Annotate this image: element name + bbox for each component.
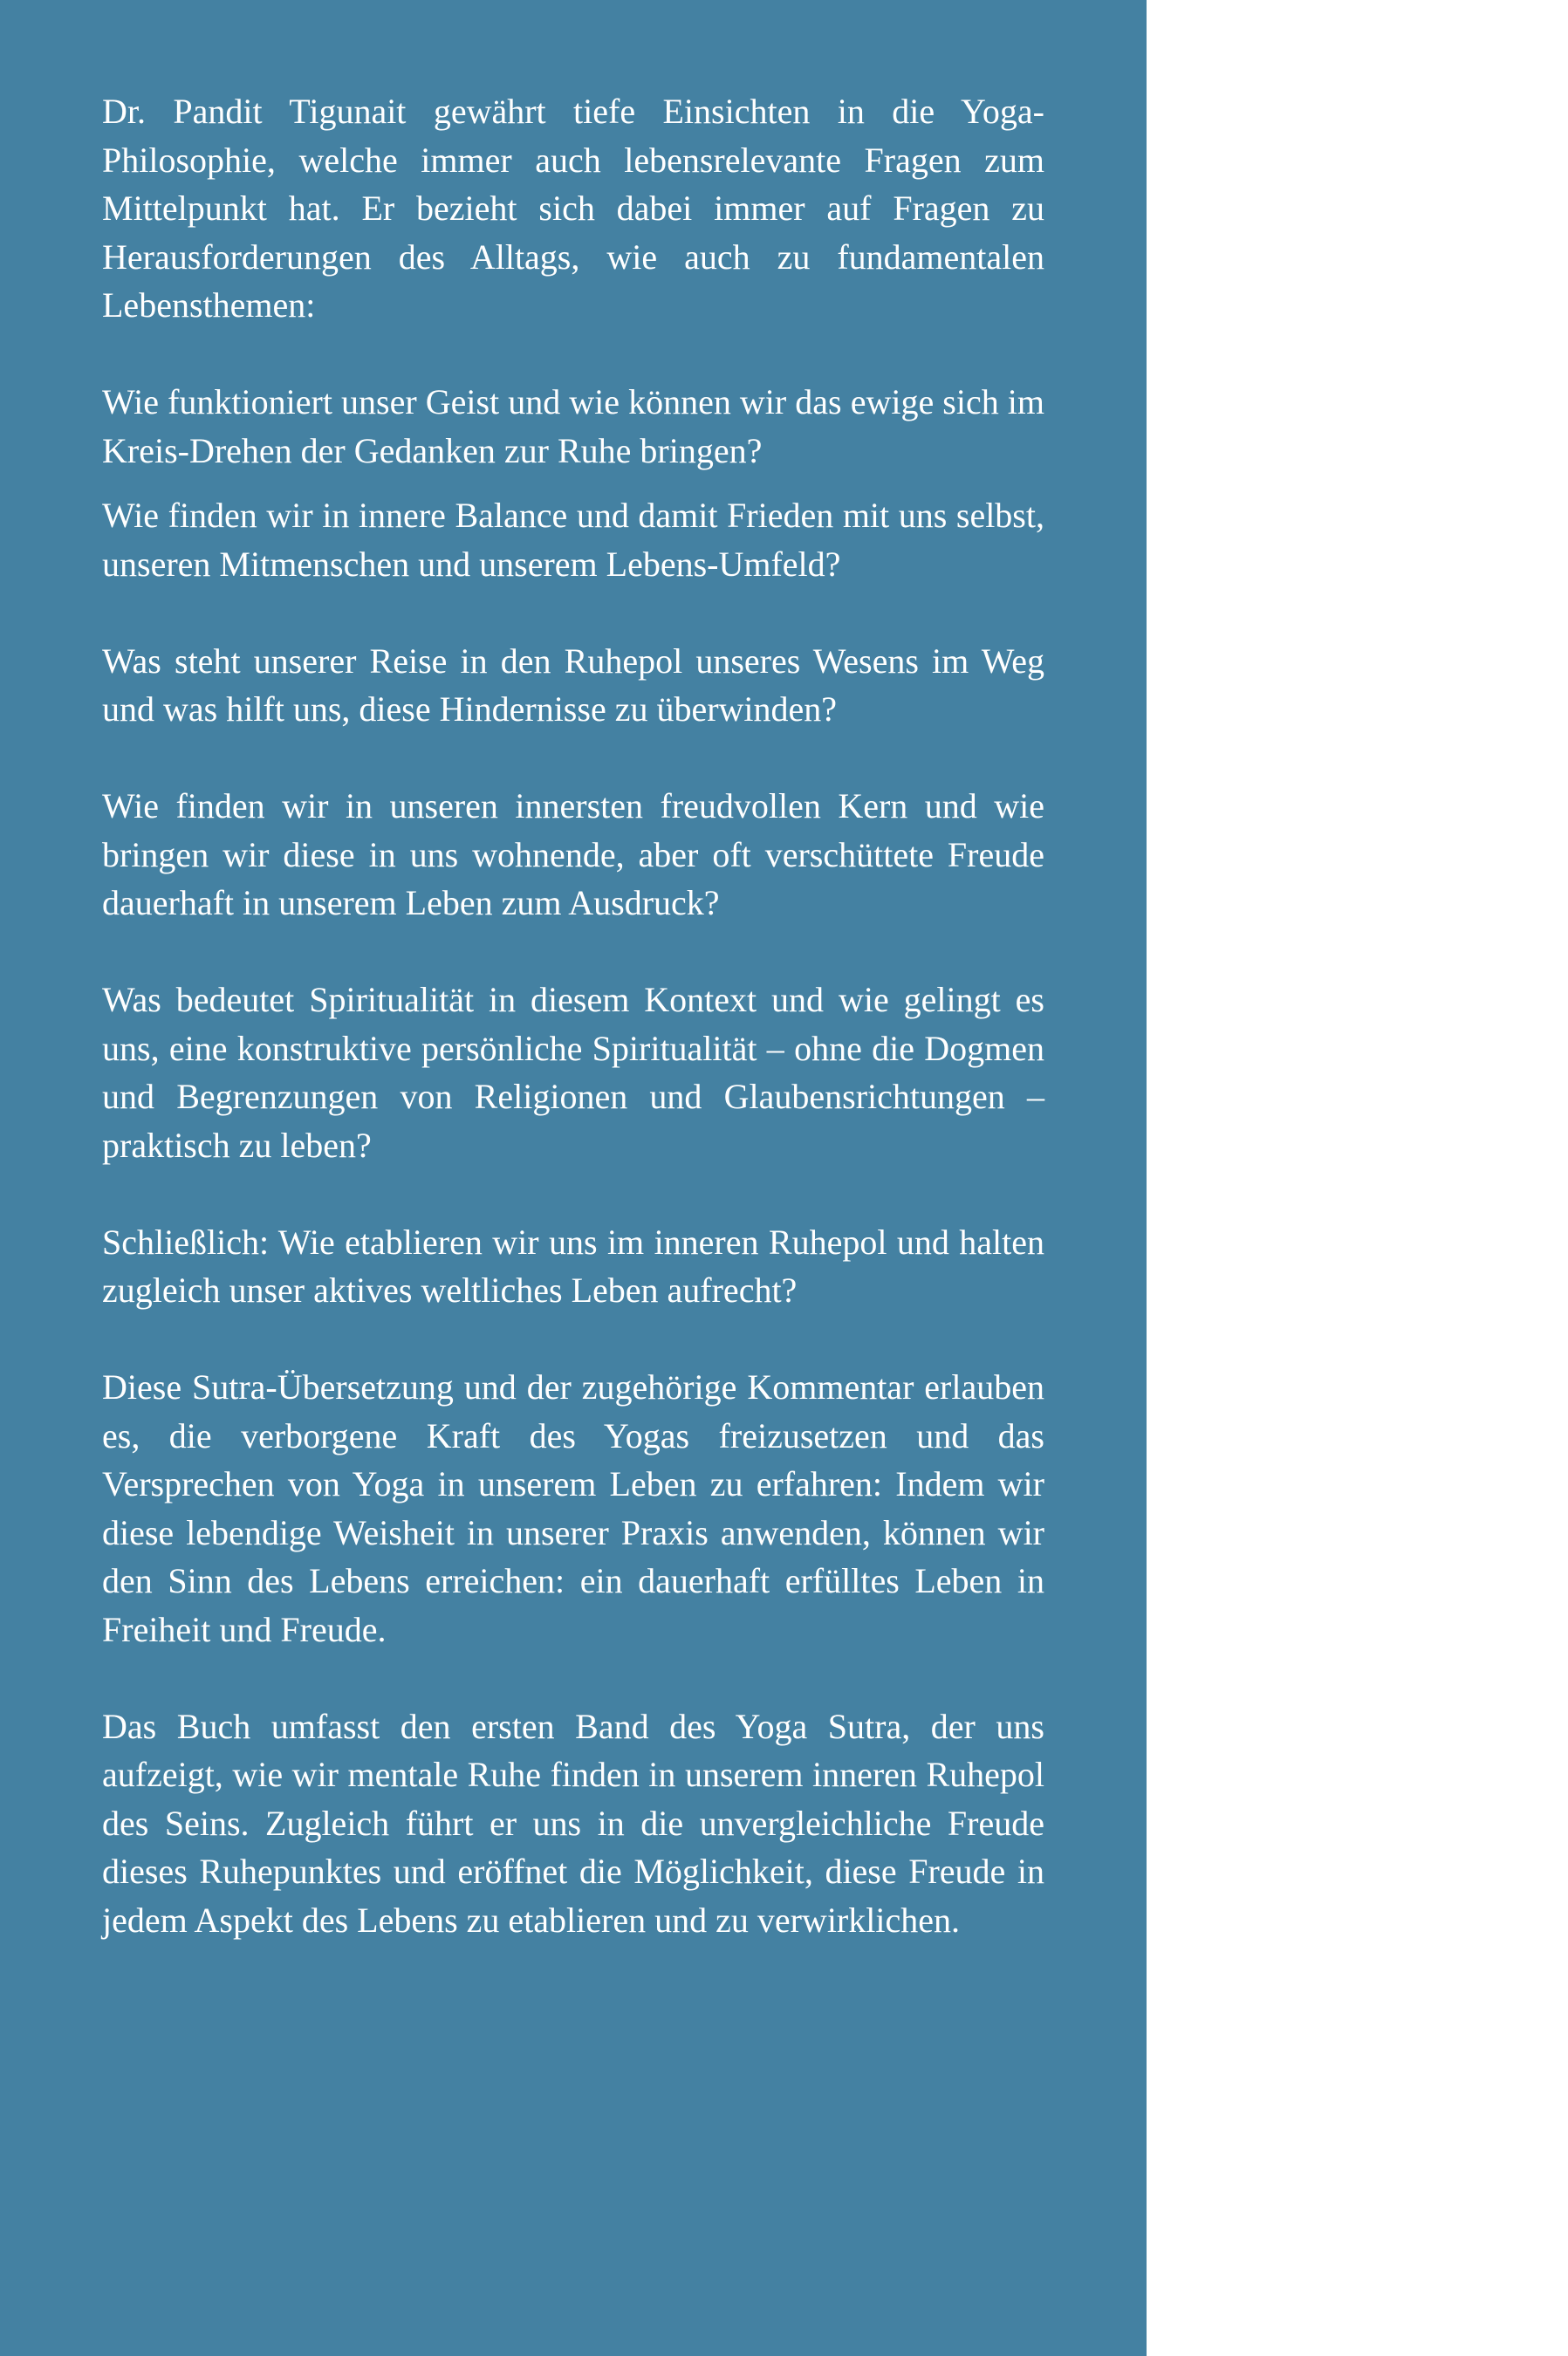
blurb-paragraph-intro: Dr. Pandit Tigunait gewährt tiefe Einsichten in die Yoga-Philosophie, welche immer auch lebensrelevante Fragen zum Mittelpunkt hat. Er bezieht sich dabei immer auf Fragen zu Herausforderungen des Alltags, wie auch zu fundamentalen Lebensthemen: xyxy=(102,92,1044,325)
blurb-paragraph-translation: Diese Sutra-Übersetzung und der zugehörige Kommentar erlauben es, die verborgene Kraft des Yogas freizusetzen und das Versprechen von Yoga in unserem Leben zu erfahren: Indem wir diese lebendige Weisheit in unserer Praxis anwenden, können wir den Sinn des Lebens erreichen: ein dauerhaft erfülltes Leben in Freiheit und Freude. xyxy=(102,1367,1044,1649)
blurb-paragraph-question-obstacles: Was steht unserer Reise in den Ruhepol unseres Wesens im Weg und was hilft uns, diese Hindernisse zu überwinden? xyxy=(102,640,1044,729)
blurb-paragraph-question-mind: Wie funktioniert unser Geist und wie können wir das ewige sich im Kreis-Drehen der Gedanken zur Ruhe bringen? xyxy=(102,382,1044,470)
blurb-paragraph-book: Das Buch umfasst den ersten Band des Yoga Sutra, der uns aufzeigt, wie wir mentale Ruhe finden in unserem inneren Ruhepol des Seins. Zugleich führt er uns in die unvergleichliche Freude dieses Ruhepunktes und eröffnet die Möglichkeit, diese Freude in jedem Aspekt des Lebens zu etablieren und zu verwirklichen. xyxy=(102,1706,1044,1940)
blurb-paragraph-question-joy: Wie finden wir in unseren innersten freudvollen Kern und wie bringen wir diese in uns wohnende, aber oft verschüttete Freude dauerhaft in unserem Leben zum Ausdruck? xyxy=(102,786,1044,922)
blurb-paragraph-question-life: Schließlich: Wie etablieren wir uns im inneren Ruhepol und halten zugleich unser aktives weltliches Leben aufrecht? xyxy=(102,1222,1044,1310)
blurb-text xyxy=(102,87,1044,1944)
blurb-paragraph-question-balance: Wie finden wir in innere Balance und damit Frieden mit uns selbst, unseren Mitmenschen und unserem Lebens-Umfeld? xyxy=(102,496,1044,584)
blurb-paragraph-question-spirituality: Was bedeutet Spiritualität in diesem Kontext und wie gelingt es uns, eine konstruktive persönliche Spiritualität – ohne die Dogmen und Begrenzungen von Religionen und Glaubensrichtungen – praktisch zu leben? xyxy=(102,980,1044,1165)
